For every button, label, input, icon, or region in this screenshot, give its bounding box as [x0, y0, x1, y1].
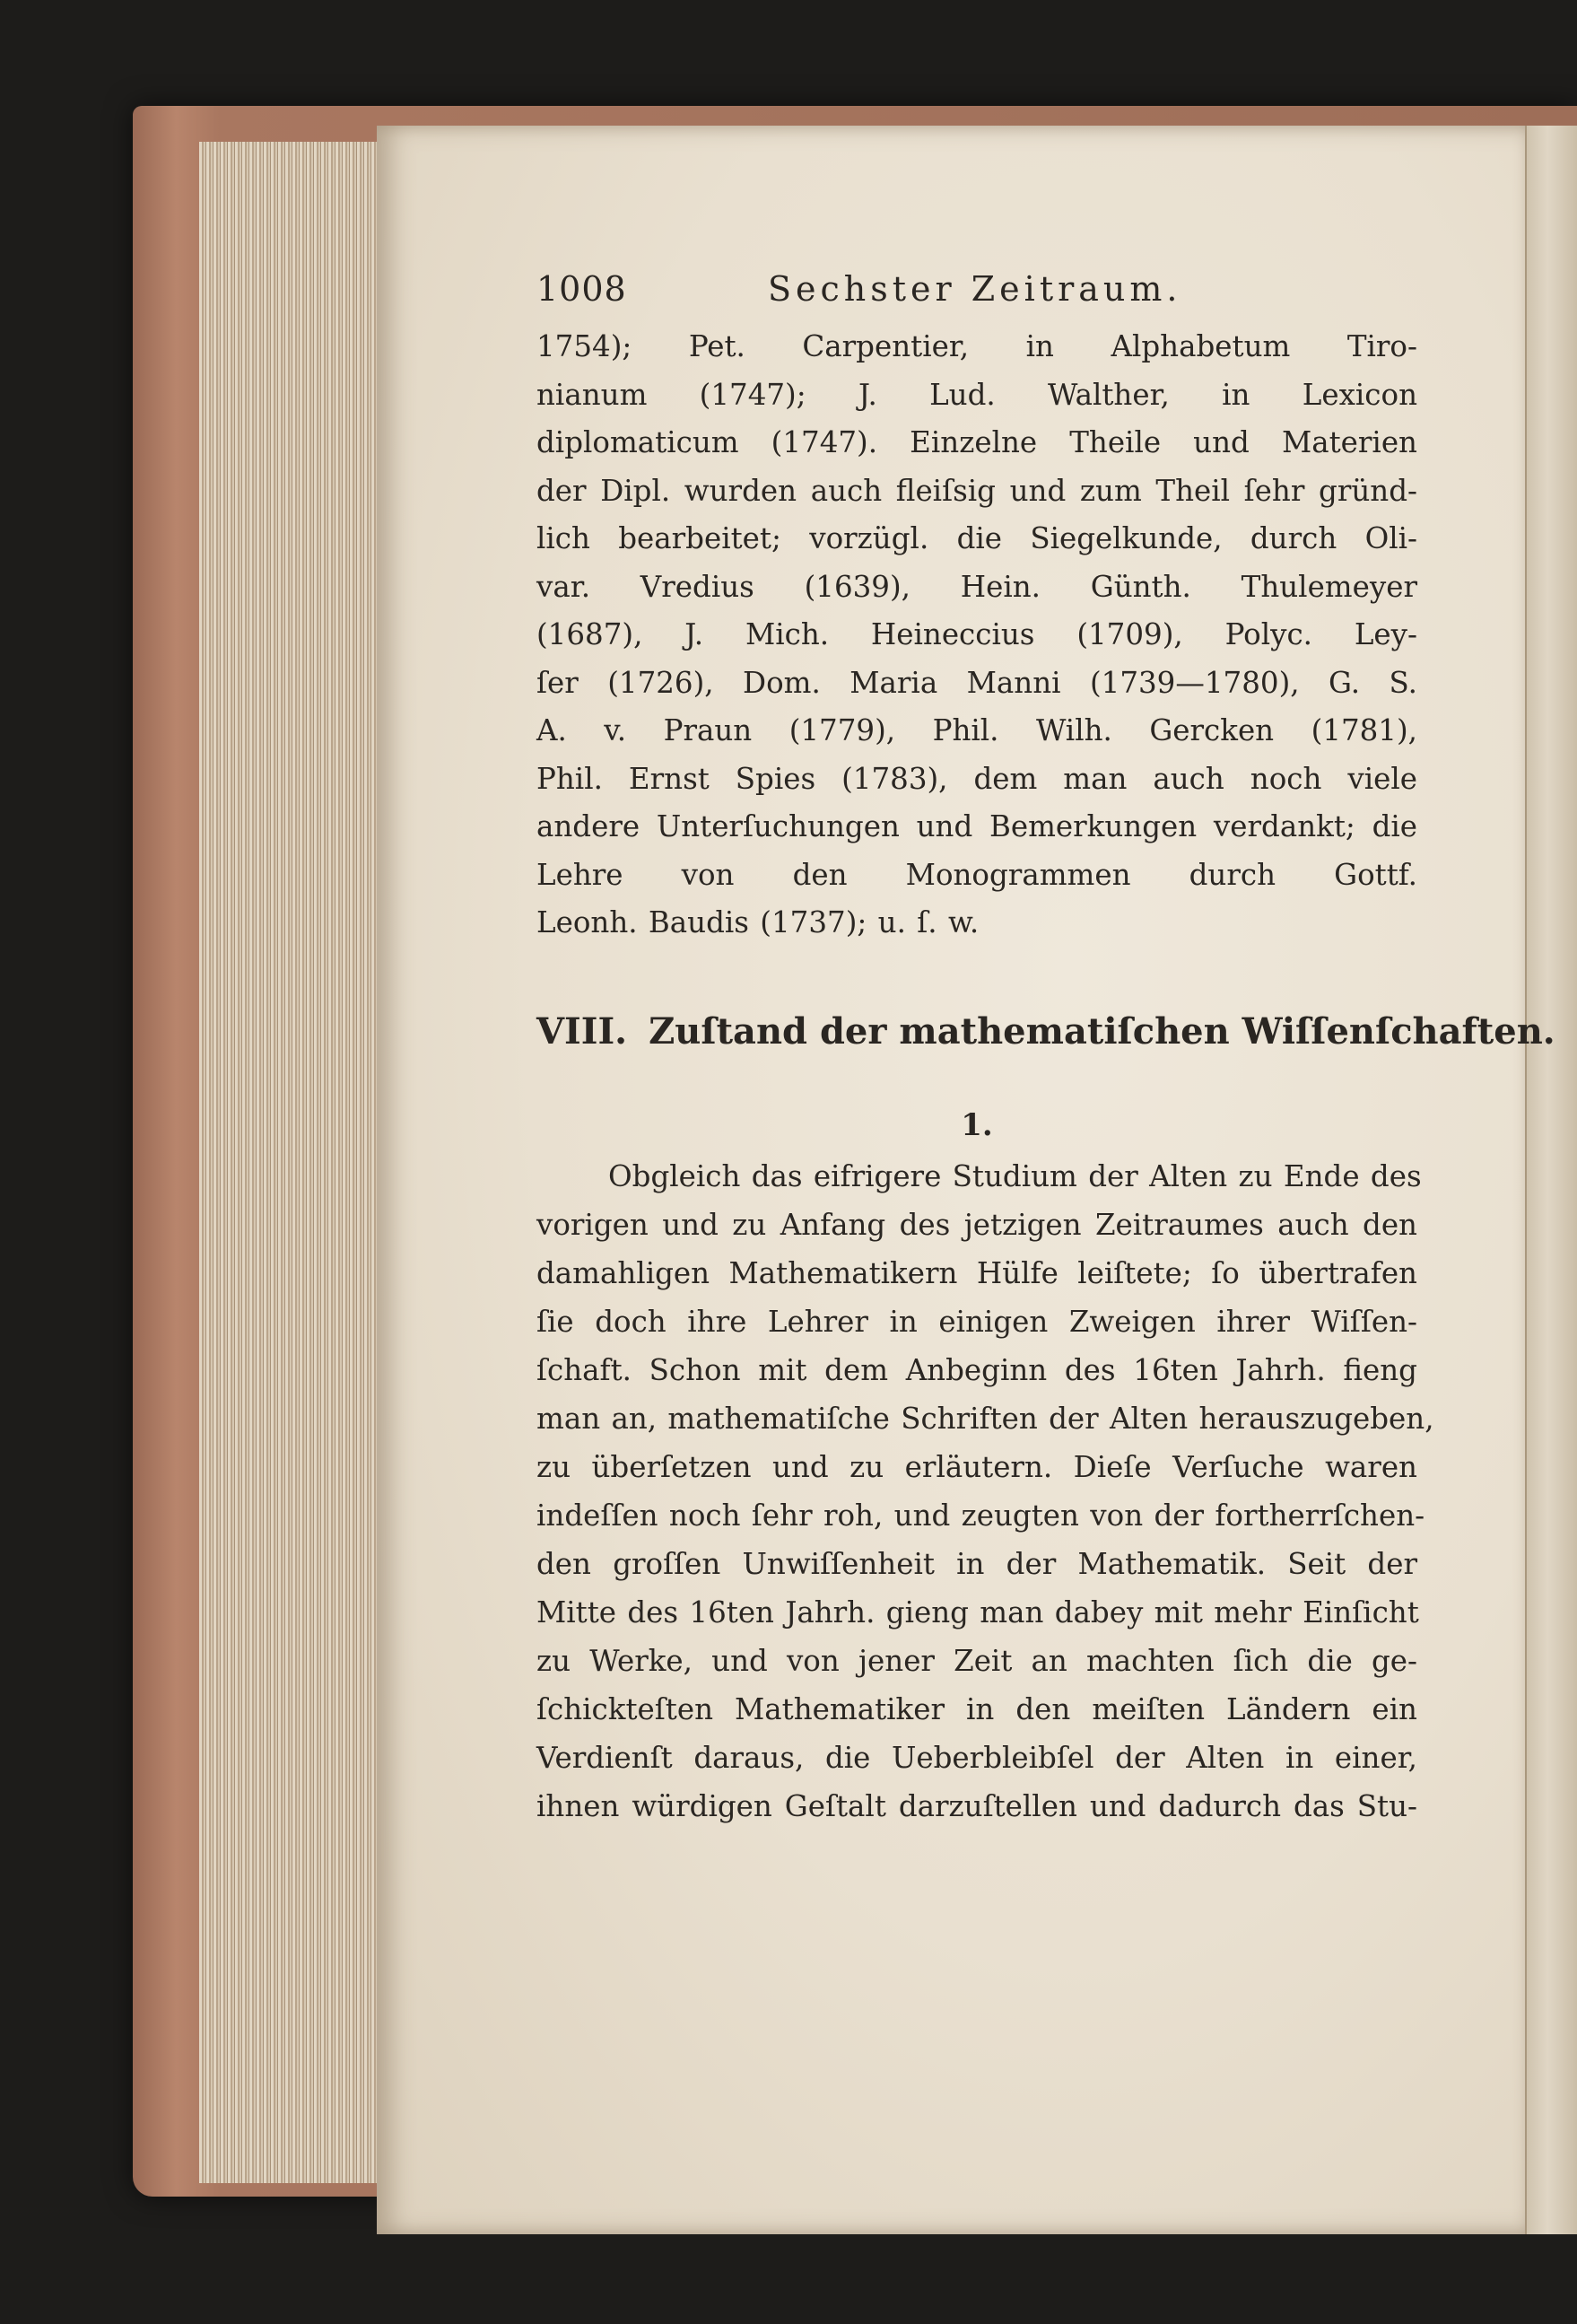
text-line: var. Vredius (1639), Hein. Günth. Thulemeyer: [536, 569, 1417, 604]
section-heading: [536, 1005, 1555, 1059]
text-line: indeſſen noch ſehr roh, und zeugten von der fortherrſchen-: [536, 1498, 1425, 1533]
text-line: (1687), J. Mich. Heineccius (1709), Polyc. Ley-: [536, 617, 1417, 651]
text-line: A. v. Praun (1779), Phil. Wilh. Gercken (1781),: [536, 713, 1417, 747]
section-title: Zuſtand der mathematiſchen Wiſſenſchaften.: [649, 1009, 1555, 1053]
text-line: Obgleich das eifrigere Studium der Alten zu Ende des: [608, 1158, 1422, 1193]
page-text: [536, 269, 1555, 1830]
text-line: andere Unterſuchungen und Bemerkungen verdankt; die: [536, 809, 1417, 843]
text-line: nianum (1747); J. Lud. Walther, in Lexicon: [536, 377, 1417, 412]
paragraph-1: [536, 323, 1417, 948]
text-line: den groſſen Unwiſſenheit in der Mathematik. Seit der: [536, 1546, 1417, 1581]
text-line: ſchaft. Schon mit dem Anbeginn des 16ten Jahrh. fieng: [536, 1352, 1417, 1387]
running-title: Sechster Zeitraum.: [768, 269, 1182, 309]
text-line: man an, mathematiſche Schriften der Alten herauszugeben,: [536, 1401, 1434, 1436]
text-line: diplomaticum (1747). Einzelne Theile und Materien: [536, 425, 1417, 459]
text-line: ſer (1726), Dom. Maria Manni (1739—1780), G. S.: [536, 665, 1417, 700]
text-line: 1754); Pet. Carpentier, in Alphabetum Tiro-: [536, 329, 1417, 363]
text-line: lich bearbeitet; vorzügl. die Siegelkunde, durch Oli-: [536, 521, 1417, 555]
text-line: damahligen Mathematikern Hülfe leiſtete; ſo übertrafen: [536, 1255, 1417, 1290]
page-edges: [199, 142, 380, 2183]
text-line: Leonh. Baudis (1737); u. ſ. w.: [536, 905, 980, 939]
subsection-number: 1.: [961, 1106, 993, 1143]
page-header: [536, 269, 1417, 323]
text-line: Lehre von den Monogrammen durch Gottf.: [536, 857, 1417, 892]
text-line: zu Werke, und von jener Zeit an machten ſich die ge-: [536, 1643, 1417, 1678]
text-line: Phil. Ernst Spies (1783), dem man auch noch viele: [536, 761, 1417, 796]
next-page-edge: [1525, 126, 1577, 2234]
text-line: Mitte des 16ten Jahrh. gieng man dabey mit mehr Einſicht: [536, 1594, 1419, 1629]
text-line: der Dipl. wurden auch fleiſsig und zum Theil ſehr gründ-: [536, 473, 1417, 508]
text-line: ihnen würdigen Geſtalt darzuſtellen und dadurch das Stu-: [536, 1788, 1417, 1823]
section-numeral: VIII.: [536, 1009, 628, 1053]
paragraph-2: [536, 1152, 1434, 1830]
text-line: zu überſetzen und zu erläutern. Dieſe Verſuche waren: [536, 1449, 1417, 1484]
text-line: ſie doch ihre Lehrer in einigen Zweigen ihrer Wiſſen-: [536, 1304, 1417, 1339]
text-line: ſchickteſten Mathematiker in den meiſten Ländern ein: [536, 1691, 1417, 1726]
text-line: vorigen und zu Anfang des jetzigen Zeitraumes auch den: [536, 1207, 1417, 1242]
text-line: Verdienſt daraus, die Ueberbleibſel der Alten in einer,: [536, 1740, 1417, 1775]
page-number: 1008: [536, 269, 627, 309]
